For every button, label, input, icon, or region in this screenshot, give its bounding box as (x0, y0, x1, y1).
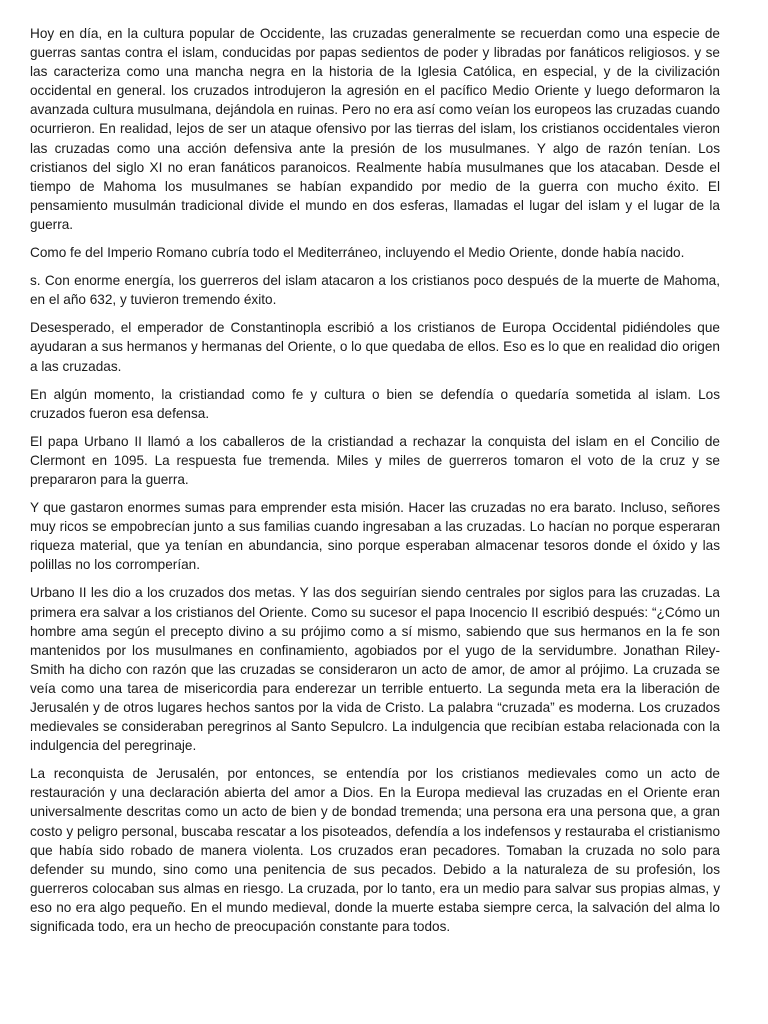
paragraph: El papa Urbano II llamó a los caballeros de la cristiandad a rechazar la conquista del islam en el Concilio de Clermont en 1095. La respuesta fue tremenda. Miles y miles de guerreros tomaron el voto de la cruz y se prepararon para la guerra. (30, 433, 720, 487)
paragraph: Desesperado, el emperador de Constantinopla escribió a los cristianos de Europa Occidental pidiéndoles que ayudaran a sus hermanos y hermanas del Oriente, o lo que quedaba de ellos. Eso es lo que en realidad dio origen a las cruzadas. (30, 320, 720, 374)
paragraph: En algún momento, la cristiandad como fe y cultura o bien se defendía o quedaría sometida al islam. Los cruzados fueron esa defensa. (30, 386, 720, 421)
paragraph: Hoy en día, en la cultura popular de Occidente, las cruzadas generalmente se recuerdan como una especie de guerras santas contra el islam, conducidas por papas sedientos de poder y libradas por fanáticos religiosos. y se las caracteriza como una mancha negra en la historia de la Iglesia Católica, en especial, y de la civilización occidental en general. los cruzados introdujeron la agresión en el pacífico Medio Oriente y luego deformaron la avanzada cultura musulmana, dejándola en ruinas. Pero no era así como veían los europeos las cruzadas cuando ocurrieron. En realidad, lejos de ser un ataque ofensivo por las tierras del islam, los cristianos occidentales vieron las cruzadas como una acción defensiva ante la presión de los musulmanes. Y algo de razón tenían. Los cristianos del siglo XI no eran fanáticos paranoicos. Realmente había musulmanes que los atacaban. Desde el tiempo de Mahoma los musulmanes se habían expandido por medio de la guerra con mucho éxito. El pensamiento musulmán tradicional divide el mundo en dos esferas, llamadas el lugar del islam y el lugar de la guerra. (30, 26, 720, 232)
paragraph: Como fe del Imperio Romano cubría todo el Mediterráneo, incluyendo el Medio Oriente, donde había nacido. (30, 245, 685, 261)
document-body (30, 24, 720, 945)
paragraph: Y que gastaron enormes sumas para emprender esta misión. Hacer las cruzadas no era barato. Incluso, señores muy ricos se empobrecían junto a sus familias cuando ingresaban a las cruzadas. Lo hacían no porque esperaran riqueza material, que ya tenían en abundancia, sino porque esperaban almacenar tesoros donde el óxido y las polillas no los corromperían. (30, 500, 720, 573)
paragraph: Urbano II les dio a los cruzados dos metas. Y las dos seguirían siendo centrales por siglos para las cruzadas. La primera era salvar a los cristianos del Oriente. Como su sucesor el papa Inocencio II escribió después: “¿Cómo un hombre ama según el precepto divino a su prójimo como a sí mismo, sabiendo que sus hermanos en la fe son mantenidos por los musulmanes en confinamiento, agobiados por el yugo de la servidumbre. Jonathan Riley-Smith ha dicho con razón que las cruzadas se consideraron un acto de amor, de amor al prójimo. La cruzada se veía como una tarea de misericordia para enderezar un terrible entuerto. La segunda meta era la liberación de Jerusalén y de otros lugares hechos santos por la vida de Cristo. La palabra “cruzada” es moderna. Los cruzados medievales se consideraban peregrinos al Santo Sepulcro. La indulgencia que recibían estaba relacionada con la indulgencia del peregrinaje. (30, 585, 720, 754)
paragraph: La reconquista de Jerusalén, por entonces, se entendía por los cristianos medievales como un acto de restauración y una declaración abierta del amor a Dios. En la Europa medieval las cruzadas en el Oriente eran universalmente descritas como un acto de bien y de bondad tremenda; una persona era una persona que, a gran costo y peligro personal, buscaba rescatar a los pisoteados, defendía a los indefensos y restauraba el cristianismo que había sido robado de manera violenta. Los cruzados eran pecadores. Tomaban la cruzada no solo para defender su mundo, sino como una penitencia de sus pecados. Debido a la naturaleza de su profesión, los guerreros colocaban sus almas en riesgo. La cruzada, por lo tanto, era un medio para salvar sus propias almas, y eso no era algo pequeño. En el mundo medieval, donde la muerte estaba siempre cerca, la salvación del alma lo significada todo, era un hecho de preocupación constante para todos. (30, 766, 720, 935)
paragraph: s. Con enorme energía, los guerreros del islam atacaron a los cristianos poco después de la muerte de Mahoma, en el año 632, y tuvieron tremendo éxito. (30, 273, 720, 308)
